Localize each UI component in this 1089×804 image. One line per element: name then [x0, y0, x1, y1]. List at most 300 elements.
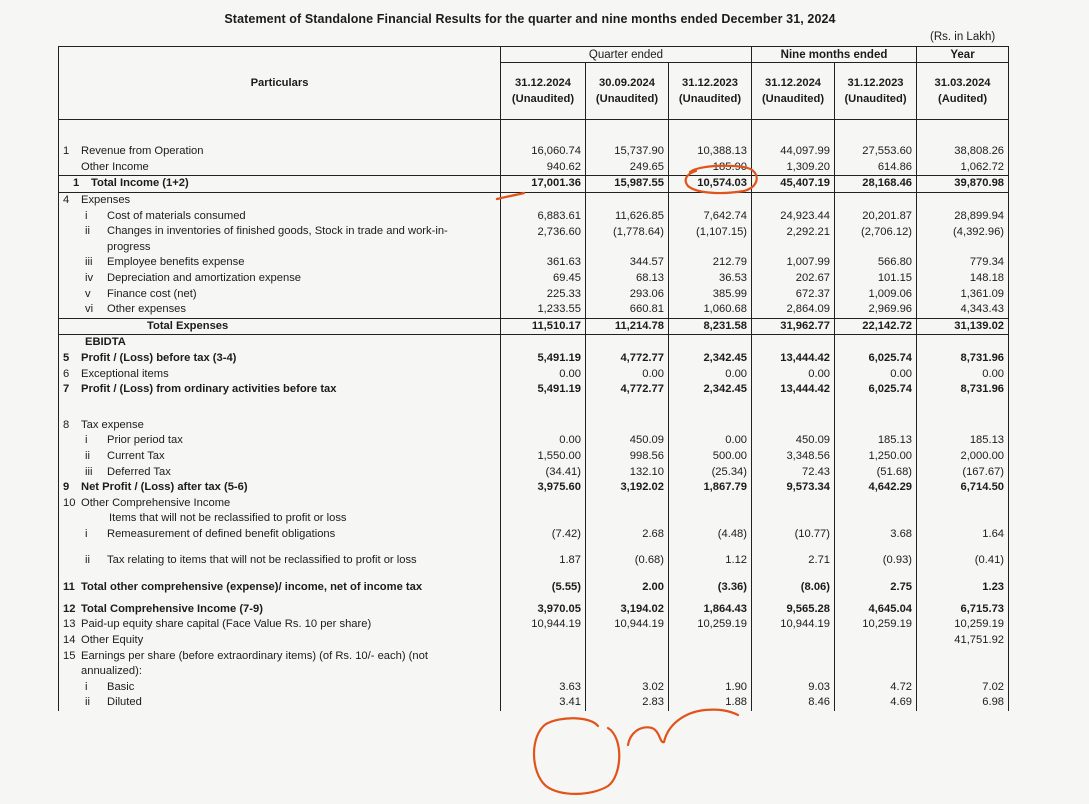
scribble-eps-annotation — [628, 710, 738, 745]
row-label-text: Prior period tax — [107, 434, 183, 447]
row-label — [59, 271, 501, 287]
spacer-row — [59, 398, 1009, 418]
value-cell: 1.64 — [917, 527, 1009, 543]
table-row-p11 — [59, 580, 1009, 596]
table-row-ociA — [59, 511, 1009, 527]
value-cell: 17,001.36 — [501, 176, 586, 193]
value-cell: 39,870.98 — [917, 176, 1009, 193]
value-cell: 27,553.60 — [835, 144, 917, 160]
sub-numeral: iii — [85, 465, 93, 478]
value-cell: 4,343.43 — [917, 302, 1009, 318]
value-cell — [917, 648, 1009, 664]
sub-numeral: vi — [85, 303, 94, 316]
value-cell — [669, 335, 752, 351]
value-cell: 6,714.50 — [917, 480, 1009, 496]
row-label — [59, 351, 501, 367]
value-cell: 8,731.96 — [917, 351, 1009, 367]
value-cell: 1.12 — [669, 552, 752, 568]
value-cell: 5,491.19 — [501, 382, 586, 398]
value-cell: 6,025.74 — [835, 351, 917, 367]
value-cell: 660.81 — [586, 302, 669, 318]
value-cell: 998.56 — [586, 449, 669, 465]
value-cell: 1,233.55 — [501, 302, 586, 318]
value-cell: 148.18 — [917, 271, 1009, 287]
value-cell — [501, 192, 586, 208]
serial-number: 8 — [63, 418, 70, 431]
value-cell: 69.45 — [501, 271, 586, 287]
value-cell: 0.00 — [501, 433, 586, 449]
value-cell: 41,751.92 — [917, 633, 1009, 649]
serial-number: 7 — [63, 383, 70, 396]
value-cell: 45,407.19 — [752, 176, 835, 193]
value-cell: 2,342.45 — [669, 382, 752, 398]
table-row-ociII — [59, 552, 1009, 568]
table-row-exp — [59, 192, 1009, 208]
table-row-e3 — [59, 255, 1009, 271]
table-row-e2 — [59, 224, 1009, 240]
col-header: 31.12.2023 (Unaudited) — [835, 63, 917, 120]
row-label-text: Paid-up equity share capital (Face Value Rs. 10 per share) — [81, 618, 372, 631]
row-label — [59, 255, 501, 271]
row-label — [59, 318, 501, 335]
serial-number: 10 — [63, 496, 76, 509]
value-cell: 7.02 — [917, 679, 1009, 695]
table-row-te — [59, 318, 1009, 335]
value-cell: 1,309.20 — [752, 160, 835, 176]
value-cell: 1.90 — [669, 679, 752, 695]
value-cell: 28,168.46 — [835, 176, 917, 193]
circle-eps-annotation — [534, 718, 619, 794]
value-cell: (8.06) — [752, 580, 835, 596]
serial-number: 9 — [63, 481, 70, 494]
value-cell: 11,626.85 — [586, 208, 669, 224]
value-cell — [917, 335, 1009, 351]
row-label-text: Current Tax — [107, 449, 165, 462]
value-cell: 6.98 — [917, 695, 1009, 711]
value-cell: 4.72 — [835, 679, 917, 695]
table-row-p15-cont — [59, 664, 1009, 680]
value-cell: 2.83 — [586, 695, 669, 711]
value-cell: 72.43 — [752, 464, 835, 480]
value-cell: 1,062.72 — [917, 160, 1009, 176]
row-label — [59, 695, 501, 711]
row-label-text: Other Income — [81, 160, 149, 173]
value-cell — [835, 335, 917, 351]
value-cell: 0.00 — [586, 366, 669, 382]
serial-number: 15 — [63, 649, 76, 662]
row-label — [59, 160, 501, 176]
row-label-line1: Changes in inventories of finished goods, Stock in trade and work-in- — [107, 225, 448, 238]
value-cell — [501, 633, 586, 649]
row-label-text: Depreciation and amortization expense — [107, 272, 302, 285]
value-cell: 2,969.96 — [835, 302, 917, 318]
value-cell: 385.99 — [669, 286, 752, 302]
value-cell: 0.00 — [752, 366, 835, 382]
value-cell: 202.67 — [752, 271, 835, 287]
value-cell — [752, 192, 835, 208]
sub-numeral: i — [85, 680, 88, 693]
value-cell: 361.63 — [501, 255, 586, 271]
value-cell: 10,944.19 — [752, 617, 835, 633]
value-cell — [501, 511, 586, 527]
value-cell: 4.69 — [835, 695, 917, 711]
sub-numeral: ii — [85, 696, 90, 709]
value-cell: 1,361.09 — [917, 286, 1009, 302]
table-row-p15 — [59, 648, 1009, 664]
row-label — [59, 382, 501, 398]
value-cell — [669, 633, 752, 649]
spacer-row — [59, 120, 1009, 145]
value-cell: 10,259.19 — [669, 617, 752, 633]
value-cell: 1.23 — [917, 580, 1009, 596]
row-label-text: Other Equity — [81, 633, 144, 646]
value-cell — [501, 335, 586, 351]
value-cell — [752, 495, 835, 511]
value-cell: 9,573.34 — [752, 480, 835, 496]
value-cell: 7,642.74 — [669, 208, 752, 224]
value-cell — [586, 648, 669, 664]
sub-numeral: ii — [85, 449, 90, 462]
row-label — [59, 433, 501, 449]
value-cell: (1,778.64) — [586, 224, 669, 240]
value-cell — [586, 192, 669, 208]
row-label-text: Tax relating to items that will not be reclassified to profit or loss — [107, 553, 417, 566]
row-label-text: Remeasurement of defined benefit obligations — [107, 527, 336, 540]
serial-number: 4 — [63, 194, 70, 207]
table-row-p7 — [59, 382, 1009, 398]
row-label-text: Other expenses — [107, 303, 186, 316]
row-label — [59, 464, 501, 480]
row-label — [59, 617, 501, 633]
value-cell: (167.67) — [917, 464, 1009, 480]
value-cell — [501, 648, 586, 664]
value-cell: 9.03 — [752, 679, 835, 695]
sub-numeral: i — [85, 209, 88, 222]
row-label — [59, 335, 501, 351]
table-row-p5 — [59, 351, 1009, 367]
row-label — [59, 552, 501, 568]
quarter-ended-header: Quarter ended — [501, 47, 752, 63]
value-cell — [586, 418, 669, 434]
value-cell: 0.00 — [669, 433, 752, 449]
value-cell — [669, 511, 752, 527]
value-cell — [501, 495, 586, 511]
sub-numeral: iii — [85, 256, 93, 269]
value-cell — [586, 511, 669, 527]
value-cell: 16,060.74 — [501, 144, 586, 160]
value-cell — [586, 335, 669, 351]
value-cell: 10,259.19 — [917, 617, 1009, 633]
table-row-p14 — [59, 633, 1009, 649]
value-cell — [835, 495, 917, 511]
value-cell: 10,388.13 — [669, 144, 752, 160]
serial-number: 11 — [63, 581, 75, 594]
row-label — [59, 208, 501, 224]
value-cell: (4,392.96) — [917, 224, 1009, 240]
value-cell: 101.15 — [835, 271, 917, 287]
value-cell: 44,097.99 — [752, 144, 835, 160]
sub-numeral: i — [85, 434, 88, 447]
value-cell: 2,736.60 — [501, 224, 586, 240]
value-cell: 31,139.02 — [917, 318, 1009, 335]
value-cell — [586, 495, 669, 511]
value-cell: 10,944.19 — [501, 617, 586, 633]
value-cell: 185.90 — [669, 160, 752, 176]
table-row-e5 — [59, 286, 1009, 302]
col-header: 30.09.2024 (Unaudited) — [586, 63, 669, 120]
row-label-text: Basic — [107, 680, 135, 693]
value-cell: 3.68 — [835, 527, 917, 543]
row-label — [59, 144, 501, 160]
row-label — [59, 418, 501, 434]
sub-numeral: iv — [85, 272, 94, 285]
value-cell: 1,060.68 — [669, 302, 752, 318]
value-cell: 1,867.79 — [669, 480, 752, 496]
value-cell: 132.10 — [586, 464, 669, 480]
value-cell: 1,009.06 — [835, 286, 917, 302]
value-cell: 22,142.72 — [835, 318, 917, 335]
value-cell: 1.88 — [669, 695, 752, 711]
value-cell: 4,772.77 — [586, 382, 669, 398]
value-cell — [501, 418, 586, 434]
row-label — [59, 366, 501, 382]
row-label — [59, 224, 501, 240]
value-cell: 3,192.02 — [586, 480, 669, 496]
row-label-text: Total Comprehensive Income (7-9) — [81, 602, 263, 615]
row-label — [59, 192, 501, 208]
serial-number: 1 — [63, 145, 70, 158]
value-cell — [669, 648, 752, 664]
value-cell: 779.34 — [917, 255, 1009, 271]
table-row-t1 — [59, 433, 1009, 449]
value-cell: 0.00 — [835, 366, 917, 382]
value-cell: (51.68) — [835, 464, 917, 480]
table-row-rev — [59, 144, 1009, 160]
value-cell: 1,007.99 — [752, 255, 835, 271]
value-cell: 940.62 — [501, 160, 586, 176]
table-row-oth — [59, 160, 1009, 176]
year-header: Year — [917, 47, 1009, 63]
value-cell: 3.63 — [501, 679, 586, 695]
value-cell: (10.77) — [752, 527, 835, 543]
serial-number: 5 — [63, 352, 70, 365]
table-row-ebidta — [59, 335, 1009, 351]
table-row-p9 — [59, 480, 1009, 496]
value-cell: (7.42) — [501, 527, 586, 543]
value-cell: 2,864.09 — [752, 302, 835, 318]
table-row-diluted — [59, 695, 1009, 711]
table-row-ti — [59, 176, 1009, 193]
value-cell — [752, 633, 835, 649]
value-cell: 8,731.96 — [917, 382, 1009, 398]
value-cell: 2.68 — [586, 527, 669, 543]
value-cell: (2,706.12) — [835, 224, 917, 240]
financial-results-table — [58, 46, 1009, 711]
row-label — [59, 495, 501, 511]
value-cell: 0.00 — [917, 366, 1009, 382]
sub-numeral: ii — [85, 553, 90, 566]
value-cell: (5.55) — [501, 580, 586, 596]
row-label — [59, 480, 501, 496]
value-cell: 249.65 — [586, 160, 669, 176]
value-cell: 450.09 — [586, 433, 669, 449]
row-label-text: Profit / (Loss) from ordinary activities before tax — [81, 383, 337, 396]
value-cell — [835, 633, 917, 649]
row-label — [59, 664, 501, 680]
header-group-row — [59, 47, 1009, 63]
value-cell — [917, 495, 1009, 511]
row-label — [59, 527, 501, 543]
row-label-line1: Earnings per share (before extraordinary items) (of Rs. 10/- each) (not — [81, 649, 428, 662]
sub-numeral: i — [85, 527, 88, 540]
value-cell: 20,201.87 — [835, 208, 917, 224]
row-label — [59, 302, 501, 318]
value-cell — [917, 511, 1009, 527]
row-label — [59, 679, 501, 695]
value-cell — [669, 495, 752, 511]
value-cell: 1,550.00 — [501, 449, 586, 465]
col-header: 31.12.2023 (Unaudited) — [669, 63, 752, 120]
row-label-text: Cost of materials consumed — [107, 209, 246, 222]
row-label — [59, 449, 501, 465]
row-label-text: Expenses — [81, 194, 131, 207]
value-cell: 0.00 — [501, 366, 586, 382]
value-cell: 293.06 — [586, 286, 669, 302]
value-cell: 38,808.26 — [917, 144, 1009, 160]
value-cell: 31,962.77 — [752, 318, 835, 335]
row-label — [59, 601, 501, 617]
row-label-text: Net Profit / (Loss) after tax (5-6) — [81, 481, 248, 494]
sub-numeral: v — [85, 287, 91, 300]
row-label-text: Total Expenses — [147, 319, 229, 332]
value-cell: 13,444.42 — [752, 382, 835, 398]
value-cell: (34.41) — [501, 464, 586, 480]
value-cell — [917, 418, 1009, 434]
row-label-text: Total Income (1+2) — [91, 177, 189, 190]
table-row-e1 — [59, 208, 1009, 224]
serial-number: 6 — [63, 367, 70, 380]
value-cell: 2.71 — [752, 552, 835, 568]
value-cell: 0.00 — [669, 366, 752, 382]
serial-number: 12 — [63, 602, 76, 615]
row-label-line2: annualized): — [81, 665, 142, 678]
value-cell: (1,107.15) — [669, 224, 752, 240]
value-cell — [917, 192, 1009, 208]
table-row-e6 — [59, 302, 1009, 318]
value-cell: 3,348.56 — [752, 449, 835, 465]
row-label-text: Revenue from Operation — [81, 145, 204, 158]
row-label-text: Deferred Tax — [107, 465, 171, 478]
value-cell: 3.41 — [501, 695, 586, 711]
value-cell: 10,259.19 — [835, 617, 917, 633]
value-cell: (0.93) — [835, 552, 917, 568]
value-cell: 344.57 — [586, 255, 669, 271]
value-cell: 15,737.90 — [586, 144, 669, 160]
value-cell: 614.86 — [835, 160, 917, 176]
statement-title: Statement of Standalone Financial Results for the quarter and nine months ended December 31, 2024 — [224, 12, 836, 26]
value-cell — [669, 418, 752, 434]
value-cell: 1,864.43 — [669, 601, 752, 617]
serial-number: 1 — [73, 177, 80, 190]
row-label-text: Other Comprehensive Income — [81, 496, 231, 509]
value-cell: (0.68) — [586, 552, 669, 568]
value-cell: 2.00 — [586, 580, 669, 596]
spacer-row — [59, 542, 1009, 552]
value-cell: (3.36) — [669, 580, 752, 596]
row-label-text: EBIDTA — [85, 336, 126, 349]
value-cell: 10,574.03 — [669, 176, 752, 193]
value-cell — [835, 511, 917, 527]
value-cell: 2.75 — [835, 580, 917, 596]
row-label — [59, 240, 501, 256]
table-row-ociI — [59, 527, 1009, 543]
table-row-t2 — [59, 449, 1009, 465]
col-header: 31.03.2024 (Audited) — [917, 63, 1009, 120]
value-cell: 3.02 — [586, 679, 669, 695]
serial-number: 14 — [63, 633, 76, 646]
row-label-text: Diluted — [107, 696, 142, 709]
table-body — [59, 120, 1009, 711]
table-row-p13 — [59, 617, 1009, 633]
table-row-e4 — [59, 271, 1009, 287]
row-label-text: Employee benefits expense — [107, 256, 245, 269]
value-cell: 672.37 — [752, 286, 835, 302]
row-label — [59, 511, 501, 527]
row-label — [59, 286, 501, 302]
value-cell: 2,342.45 — [669, 351, 752, 367]
value-cell: 1.87 — [501, 552, 586, 568]
value-cell: 6,025.74 — [835, 382, 917, 398]
value-cell — [669, 192, 752, 208]
value-cell: 6,715.73 — [917, 601, 1009, 617]
value-cell — [835, 648, 917, 664]
row-label-text: Total other comprehensive (expense)/ income, net of income tax — [81, 581, 423, 594]
value-cell — [835, 418, 917, 434]
value-cell: 1,250.00 — [835, 449, 917, 465]
value-cell: 225.33 — [501, 286, 586, 302]
table-row-basic — [59, 679, 1009, 695]
table-row-t8 — [59, 418, 1009, 434]
table-row-t3 — [59, 464, 1009, 480]
currency-unit: (Rs. in Lakh) — [930, 31, 996, 43]
row-label — [59, 176, 501, 193]
value-cell: 2,000.00 — [917, 449, 1009, 465]
col-header: 31.12.2024 (Unaudited) — [501, 63, 586, 120]
spacer-row — [59, 568, 1009, 580]
value-cell: 6,883.61 — [501, 208, 586, 224]
value-cell: 15,987.55 — [586, 176, 669, 193]
row-label-text: Tax expense — [81, 418, 144, 431]
value-cell — [752, 511, 835, 527]
value-cell — [752, 648, 835, 664]
value-cell: 28,899.94 — [917, 208, 1009, 224]
value-cell: 9,565.28 — [752, 601, 835, 617]
value-cell: 185.13 — [917, 433, 1009, 449]
value-cell: 500.00 — [669, 449, 752, 465]
value-cell: 185.13 — [835, 433, 917, 449]
value-cell: 2,292.21 — [752, 224, 835, 240]
value-cell: (4.48) — [669, 527, 752, 543]
value-cell: 212.79 — [669, 255, 752, 271]
value-cell: 4,772.77 — [586, 351, 669, 367]
row-label — [59, 633, 501, 649]
value-cell: 11,214.78 — [586, 318, 669, 335]
value-cell: 4,642.29 — [835, 480, 917, 496]
value-cell: 450.09 — [752, 433, 835, 449]
value-cell: 68.13 — [586, 271, 669, 287]
row-label — [59, 580, 501, 596]
table-row-p6 — [59, 366, 1009, 382]
